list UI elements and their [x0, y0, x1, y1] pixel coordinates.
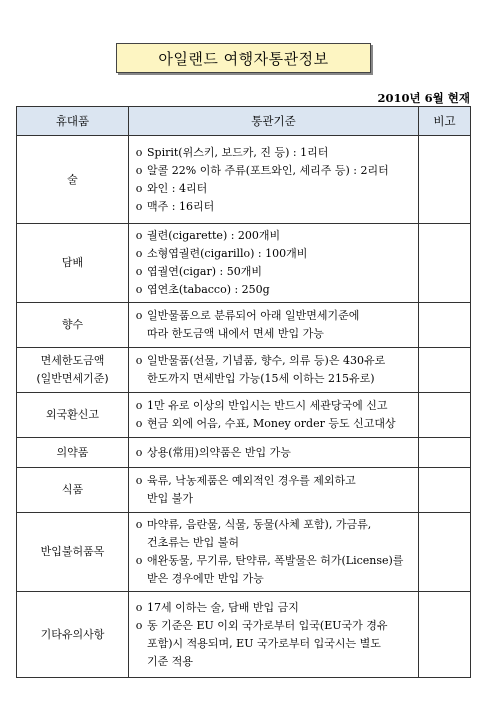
- category-cell: [17, 348, 129, 393]
- note-cell: [419, 513, 471, 592]
- note-cell: [419, 592, 471, 678]
- item-line: 와인 : 4리터: [147, 181, 208, 195]
- bullet-icon: o: [135, 474, 143, 487]
- bullet-icon: o: [135, 265, 143, 278]
- table-row: [17, 224, 471, 303]
- item-line: 받은 경우에만 반입 가능: [147, 572, 264, 585]
- table-row: [17, 468, 471, 513]
- bullet-icon: o: [135, 618, 143, 632]
- category-label: 기타유의사항: [40, 627, 105, 641]
- item-line: 포함)시 적용되며, EU 국가로부터 입국시는 별도: [147, 636, 381, 650]
- list-item: [131, 180, 414, 198]
- item-text: [147, 617, 414, 671]
- list-item: [131, 397, 414, 415]
- item-line: 소형엽궐련(cigarillo) : 100개비: [147, 247, 308, 260]
- note-cell: [419, 348, 471, 393]
- list-item: [131, 281, 414, 299]
- table-row: [17, 592, 471, 678]
- list-item: [131, 162, 414, 180]
- list-item: [131, 444, 414, 462]
- item-line: 육류, 낙농제품은 예외적인 경우를 제외하고: [147, 474, 356, 487]
- item-line: 애완동물, 무기류, 탄약류, 폭발물은 허가(License)를: [147, 554, 404, 567]
- category-label: 의약품: [56, 445, 89, 459]
- item-text: [147, 472, 414, 508]
- item-text: [147, 415, 414, 433]
- note-cell: [419, 136, 471, 224]
- standard-cell: [129, 224, 419, 303]
- standard-cell: [129, 393, 419, 438]
- page-title: 아일랜드 여행자통관정보: [116, 43, 371, 73]
- note-cell: [419, 393, 471, 438]
- item-line: Spirit(위스키, 보드카, 진 등) : 1리터: [147, 145, 329, 159]
- standard-cell: [129, 136, 419, 224]
- category-label: 식품: [61, 483, 84, 496]
- header-standard: 통관기준: [129, 107, 419, 136]
- item-text: [147, 263, 414, 281]
- standard-cell: [129, 348, 419, 393]
- category-cell: [17, 468, 129, 513]
- standard-cell: [129, 438, 419, 468]
- item-line: 현금 외에 어음, 수표, Money order 등도 신고대상: [147, 417, 396, 430]
- item-line: 마약류, 음란물, 식물, 동물(사체 포함), 가금류,: [147, 518, 372, 531]
- bullet-icon: o: [135, 445, 143, 459]
- item-line: 일반물품(선물, 기념품, 향수, 의류 등)은 430유로: [147, 354, 386, 367]
- list-item: [131, 599, 414, 617]
- item-text: [147, 352, 414, 388]
- category-label: 외국환신고: [45, 408, 100, 421]
- bullet-icon: o: [135, 229, 143, 242]
- item-text: [147, 227, 414, 245]
- list-item: [131, 227, 414, 245]
- item-line: 엽궐연(cigar) : 50개비: [147, 265, 262, 278]
- bullet-icon: o: [135, 354, 143, 367]
- header-note: 비고: [419, 107, 471, 136]
- table-row: [17, 513, 471, 592]
- table-row: [17, 393, 471, 438]
- item-line: 엽연초(tabacco) : 250g: [147, 283, 270, 296]
- list-item: [131, 472, 414, 508]
- item-text: [147, 162, 414, 180]
- bullet-icon: o: [135, 181, 143, 195]
- category-label: 담배: [61, 256, 84, 269]
- bullet-icon: o: [135, 600, 143, 614]
- item-text: [147, 180, 414, 198]
- standard-cell: [129, 303, 419, 348]
- standard-cell: [129, 468, 419, 513]
- table-row: [17, 136, 471, 224]
- note-cell: [419, 224, 471, 303]
- item-line: 따라 한도금액 내에서 면세 반입 가능: [147, 327, 324, 340]
- category-cell: [17, 136, 129, 224]
- item-text: [147, 281, 414, 299]
- list-item: [131, 617, 414, 671]
- item-text: [147, 307, 414, 343]
- category-label: 술: [67, 172, 78, 186]
- item-text: [147, 144, 414, 162]
- table-row: [17, 438, 471, 468]
- list-item: [131, 245, 414, 263]
- item-line: 알콜 22% 이하 주류(포트와인, 셰리주 등) : 2리터: [147, 163, 389, 177]
- item-line: 동 기준은 EU 이외 국가로부터 입국(EU국가 경유: [147, 618, 388, 632]
- category-cell: [17, 592, 129, 678]
- item-text: [147, 599, 414, 617]
- item-text: [147, 516, 414, 552]
- bullet-icon: o: [135, 247, 143, 260]
- item-text: [147, 552, 414, 588]
- standard-cell: [129, 592, 419, 678]
- category-cell: [17, 513, 129, 592]
- standard-cell: [129, 513, 419, 592]
- item-line: 맥주 : 16리터: [147, 199, 215, 213]
- item-line: 일반물품으로 분류되어 아래 일반면세기준에: [147, 309, 360, 322]
- table-header-row: [17, 107, 471, 136]
- bullet-icon: o: [135, 163, 143, 177]
- bullet-icon: o: [135, 417, 143, 430]
- bullet-icon: o: [135, 145, 143, 159]
- table-row: [17, 303, 471, 348]
- list-item: [131, 144, 414, 162]
- category-cell: [17, 393, 129, 438]
- list-item: [131, 263, 414, 281]
- item-text: [147, 397, 414, 415]
- category-label: 반입불허품목: [40, 545, 105, 558]
- category-label: 향수: [61, 318, 84, 331]
- item-line: 1만 유로 이상의 반입시는 반드시 세관당국에 신고: [147, 399, 388, 412]
- bullet-icon: o: [135, 399, 143, 412]
- category-cell: [17, 303, 129, 348]
- note-cell: [419, 468, 471, 513]
- item-text: [147, 444, 414, 462]
- note-cell: [419, 303, 471, 348]
- list-item: [131, 307, 414, 343]
- customs-table: [16, 106, 471, 678]
- list-item: [131, 198, 414, 216]
- bullet-icon: o: [135, 309, 143, 322]
- item-line: 궐련(cigarette) : 200개비: [147, 229, 281, 242]
- table-row: [17, 348, 471, 393]
- category-cell: [17, 224, 129, 303]
- bullet-icon: o: [135, 518, 143, 531]
- item-line: 건초류는 반입 불허: [147, 536, 240, 549]
- item-line: 기준 적용: [147, 654, 194, 668]
- item-line: 상용(常用)의약품은 반입 가능: [147, 445, 291, 459]
- category-label: 면세한도금액: [40, 354, 105, 367]
- list-item: [131, 415, 414, 433]
- header-item: 휴대품: [17, 107, 129, 136]
- list-item: [131, 352, 414, 388]
- bullet-icon: o: [135, 554, 143, 567]
- category-cell: [17, 438, 129, 468]
- item-line: 한도까지 면세반입 가능(15세 이하는 215유로): [147, 372, 375, 385]
- date-label: 2010년 6월 현재: [377, 91, 470, 105]
- list-item: [131, 516, 414, 552]
- item-text: [147, 245, 414, 263]
- note-cell: [419, 438, 471, 468]
- list-item: [131, 552, 414, 588]
- category-label: (일반면세기준): [36, 372, 109, 385]
- item-line: 반입 불가: [147, 492, 194, 505]
- bullet-icon: o: [135, 199, 143, 213]
- bullet-icon: o: [135, 283, 143, 296]
- item-line: 17세 이하는 술, 담배 반입 금지: [147, 600, 299, 614]
- item-text: [147, 198, 414, 216]
